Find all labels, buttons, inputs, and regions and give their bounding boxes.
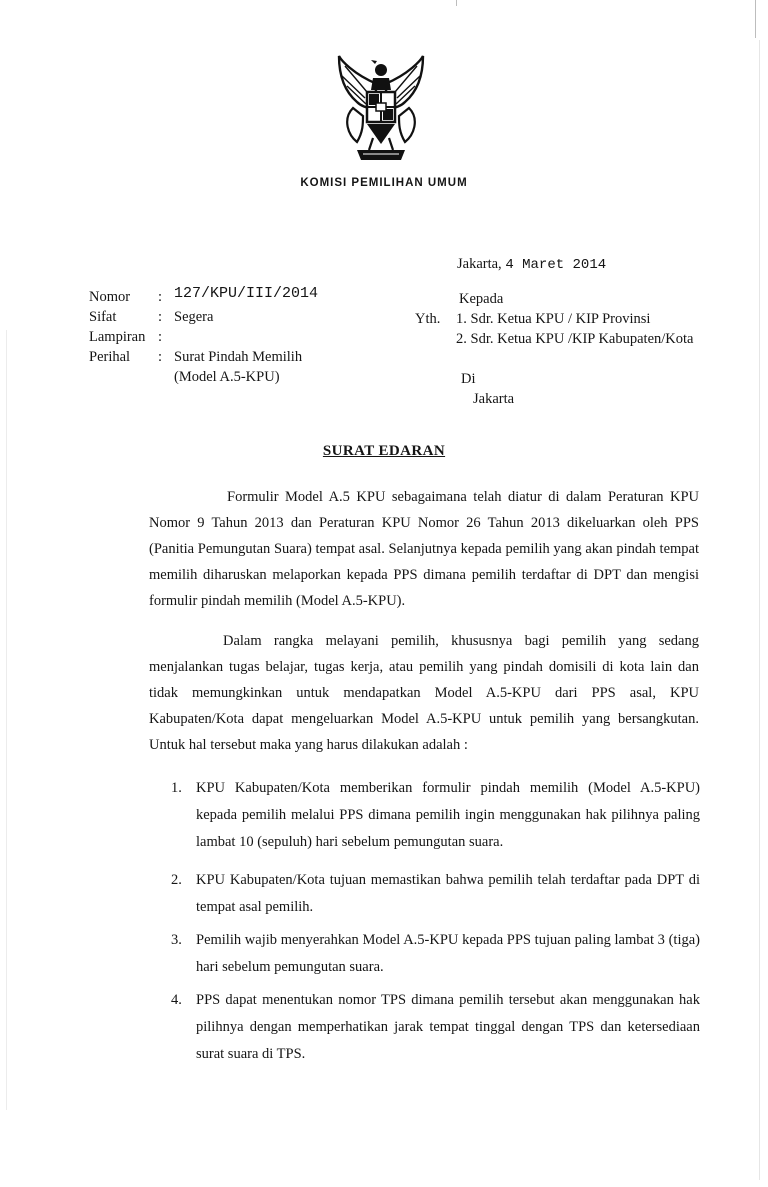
list-item <box>171 867 700 921</box>
list-item-text: KPU Kabupaten/Kota memberikan formulir pindah memilih (Model A.5-KPU) kepada pemilih melalui PPS dimana pemilih ingin menggunakan hak pilihnya paling lambat 10 (sepuluh) hari sebelum pemungutan suara. <box>196 780 700 850</box>
meta-colon: : <box>158 329 163 345</box>
list-item-number: 1. <box>171 780 182 796</box>
garuda-pancasila-emblem-icon <box>333 52 429 170</box>
meta-label: Sifat <box>89 309 117 325</box>
scan-edge-line <box>456 0 457 6</box>
list-item-text: Pemilih wajib menyerahkan Model A.5-KPU kepada PPS tujuan paling lambat 3 (tiga) hari sebelum pemungutan suara. <box>196 932 700 975</box>
list-item-text: PPS dapat menentukan nomor TPS dimana pemilih tersebut akan menggunakan hak pilihnya dengan memperhatikan jarak tempat tinggal dengan TPS dan ketersediaan surat suara di TPS. <box>196 992 700 1062</box>
recipient-line: 1. Sdr. Ketua KPU / KIP Provinsi <box>456 311 651 327</box>
letter-number: 127/KPU/III/2014 <box>174 285 319 302</box>
meta-value: (Model A.5-KPU) <box>174 369 280 385</box>
list-item-number: 4. <box>171 992 182 1008</box>
recipient-kepada: Kepada <box>459 291 504 307</box>
list-item-number: 3. <box>171 932 182 948</box>
date-place: Jakarta, <box>457 256 502 272</box>
scan-edge-line <box>755 0 756 38</box>
paragraph-2: Dalam rangka melayani pemilih, khususnya bagi pemilih yang sedang menjalankan tugas belajar, tugas kerja, atau pemilih yang pindah domisili di kota lain dan tidak memungkinkan untuk mendapatkan Model A.5-KPU dari PPS asal, KPU Kabupaten/Kota dapat mengeluarkan Model A.5-KPU untuk pemilih yang bersangkutan. Untuk hal tersebut maka yang harus dilakukan adalah : <box>149 633 699 753</box>
meta-value: Surat Pindah Memilih <box>174 349 303 365</box>
meta-colon: : <box>158 309 163 325</box>
meta-colon: : <box>158 349 163 365</box>
meta-label: Lampiran <box>89 329 146 345</box>
list-item-text: KPU Kabupaten/Kota tujuan memastikan bahwa pemilih telah terdaftar pada DPT di tempat asal pemilih. <box>196 872 700 915</box>
paragraph-1: Formulir Model A.5 KPU sebagaimana telah diatur di dalam Peraturan KPU Nomor 9 Tahun 2013 dan Peraturan KPU Nomor 26 Tahun 2013 dikeluarkan oleh PPS (Panitia Pemungutan Suara) tempat asal. Selanjutnya kepada pemilih yang akan pindah tempat memilih diharuskan melaporkan kepada PPS dimana pemilih terdaftar di DPT dan mengisi formulir pindah memilih (Model A.5-KPU). <box>149 489 699 609</box>
agency-name: KOMISI PEMILIHAN UMUM <box>300 177 468 189</box>
letter-title: SURAT EDARAN <box>322 443 446 459</box>
recipient-city: Jakarta <box>473 391 515 407</box>
date-value: 4 Maret 2014 <box>505 257 607 273</box>
meta-colon: : <box>158 289 163 305</box>
list-item <box>171 987 700 1068</box>
list-item <box>171 775 700 856</box>
recipient-yth: Yth. <box>415 311 441 327</box>
list-item <box>171 927 700 981</box>
meta-label: Nomor <box>89 289 131 305</box>
scan-edge-line <box>759 40 760 1180</box>
meta-value: Segera <box>174 309 214 325</box>
recipient-di: Di <box>461 371 476 387</box>
meta-label: Perihal <box>89 349 131 365</box>
recipient-line: 2. Sdr. Ketua KPU /KIP Kabupaten/Kota <box>456 331 694 347</box>
list-item-number: 2. <box>171 872 182 888</box>
letter-date <box>457 256 606 273</box>
